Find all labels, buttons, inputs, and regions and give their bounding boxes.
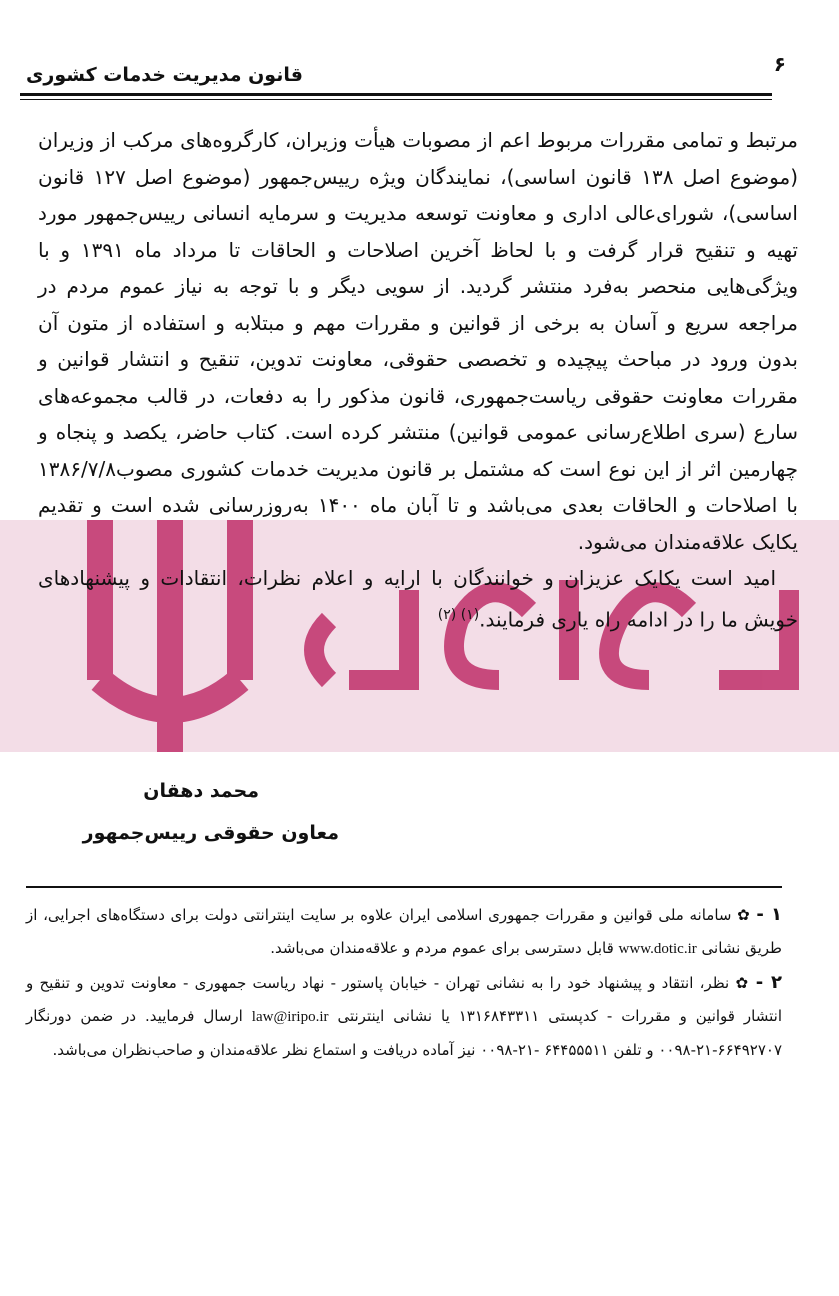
footnotes <box>26 898 782 1067</box>
footnote-2-text-a: نظر، انتقاد و پیشنهاد خود را به نشانی تهران - خیابان پاستور - نهاد ریاست جمهوری - معاونت تدوین و تنقیح و انتشار قوانین و مقررات - کدپستی ۱۳۱۶۸۴۳۳۱۱ یا نشانی اینترنتی <box>26 974 782 1025</box>
body-text <box>38 122 798 638</box>
footnote-rule <box>26 886 782 888</box>
footnote-2-text-b: ارسال فرمایید. در ضمن دورنگار ۶۶۴۹۲۷۰۷-۲۱-۰۰۹۸ و تلفن ۶۴۴۵۵۵۱۱ -۲۱-۰۰۹۸ نیز آماده دریافت و استماع نظر علاقه‌مندان و صاحب‌نظران می‌باشد. <box>26 1007 782 1059</box>
footnote-marks: (۱) (۲) <box>437 606 480 623</box>
footnote-2-email[interactable]: law@iripo.ir <box>251 1009 329 1025</box>
running-title: قانون مدیریت خدمات کشوری <box>26 64 303 86</box>
paragraph-1: مرتبط و تمامی مقررات مربوط اعم از مصوبات هیأت وزیران، کارگروه‌های مرکب از وزیران (موضوع اصل ۱۳۸ قانون اساسی)، نمایندگان ویژه رییس‌جمهور (موضوع اصل ۱۲۷ قانون اساسی)، شورای‌عالی اداری و معاونت توسعه مدیریت و سرمایه انسانی رییس‌جمهور مورد تهیه و تنقیح قرار گرفت و با لحاظ آخرین اصلاحات و الحاقات تا مرداد ماه ۱۳۹۱ و با ویژگی‌هایی منحصر به‌فرد منتشر گردید. از سویی دیگر و با توجه به نیاز عموم مردم در مراجعه سریع و آسان به برخی از قوانین و مقررات مهم و مبتلابه و استفاده از متون آن بدون ورود در مباحث پیچیده و تخصصی حقوقی، معاونت تدوین، تنقیح و انتشار قوانین و مقررات معاونت حقوقی ریاست‌جمهوری، قانون مذکور را به دفعات، در قالب مجموعه‌های سارع (سری اطلاع‌رسانی عمومی قوانین) منتشر کرده است. کتاب حاضر، یکصد و پنجاه و چهارمین اثر از این نوع است که مشتمل بر قانون مدیریت خدمات کشوری مصوب۱۳۸۶/۷/۸ با اصلاحات و الحاقات بعدی می‌باشد و تا آبان ماه ۱۴۰۰ به‌روزرسانی شده است و تقدیم یکایک علاقه‌مندان می‌شود. <box>38 128 798 554</box>
flower-icon: ✿ <box>737 906 751 924</box>
footnote-2 <box>26 966 782 1067</box>
footnote-1-number: ۱ - <box>756 904 782 925</box>
header-rule <box>20 93 772 96</box>
header-rule-thin <box>20 99 772 100</box>
paragraph-2 <box>38 560 798 638</box>
paragraph-2-text: امید است یکایک عزیزان و خوانندگان با ارایه و اعلام نظرات، انتقادات و پیشنهادهای خویش ما را در ادامه راه یاری فرمایند. <box>38 566 798 632</box>
page-number: ۶ <box>773 52 786 76</box>
footnote-1-text-b: قابل دسترسی برای عموم مردم و علاقه‌مندان می‌باشد. <box>270 939 614 957</box>
footnote-1-url[interactable]: www.dotic.ir <box>618 941 697 957</box>
signer-name: محمد دهقان <box>143 780 259 802</box>
signer-title: معاون حقوقی رییس‌جمهور <box>82 822 339 844</box>
footnote-2-number: ۲ - <box>755 972 782 993</box>
footnote-1-text-a: سامانه ملی قوانین و مقررات جمهوری اسلامی ایران علاوه بر سایت اینترانتی دولت برای دستگاه‌های اجرایی، از طریق نشانی <box>26 906 782 957</box>
page-header <box>26 52 786 96</box>
flower-icon: ✿ <box>735 974 750 992</box>
footnote-1 <box>26 898 782 966</box>
